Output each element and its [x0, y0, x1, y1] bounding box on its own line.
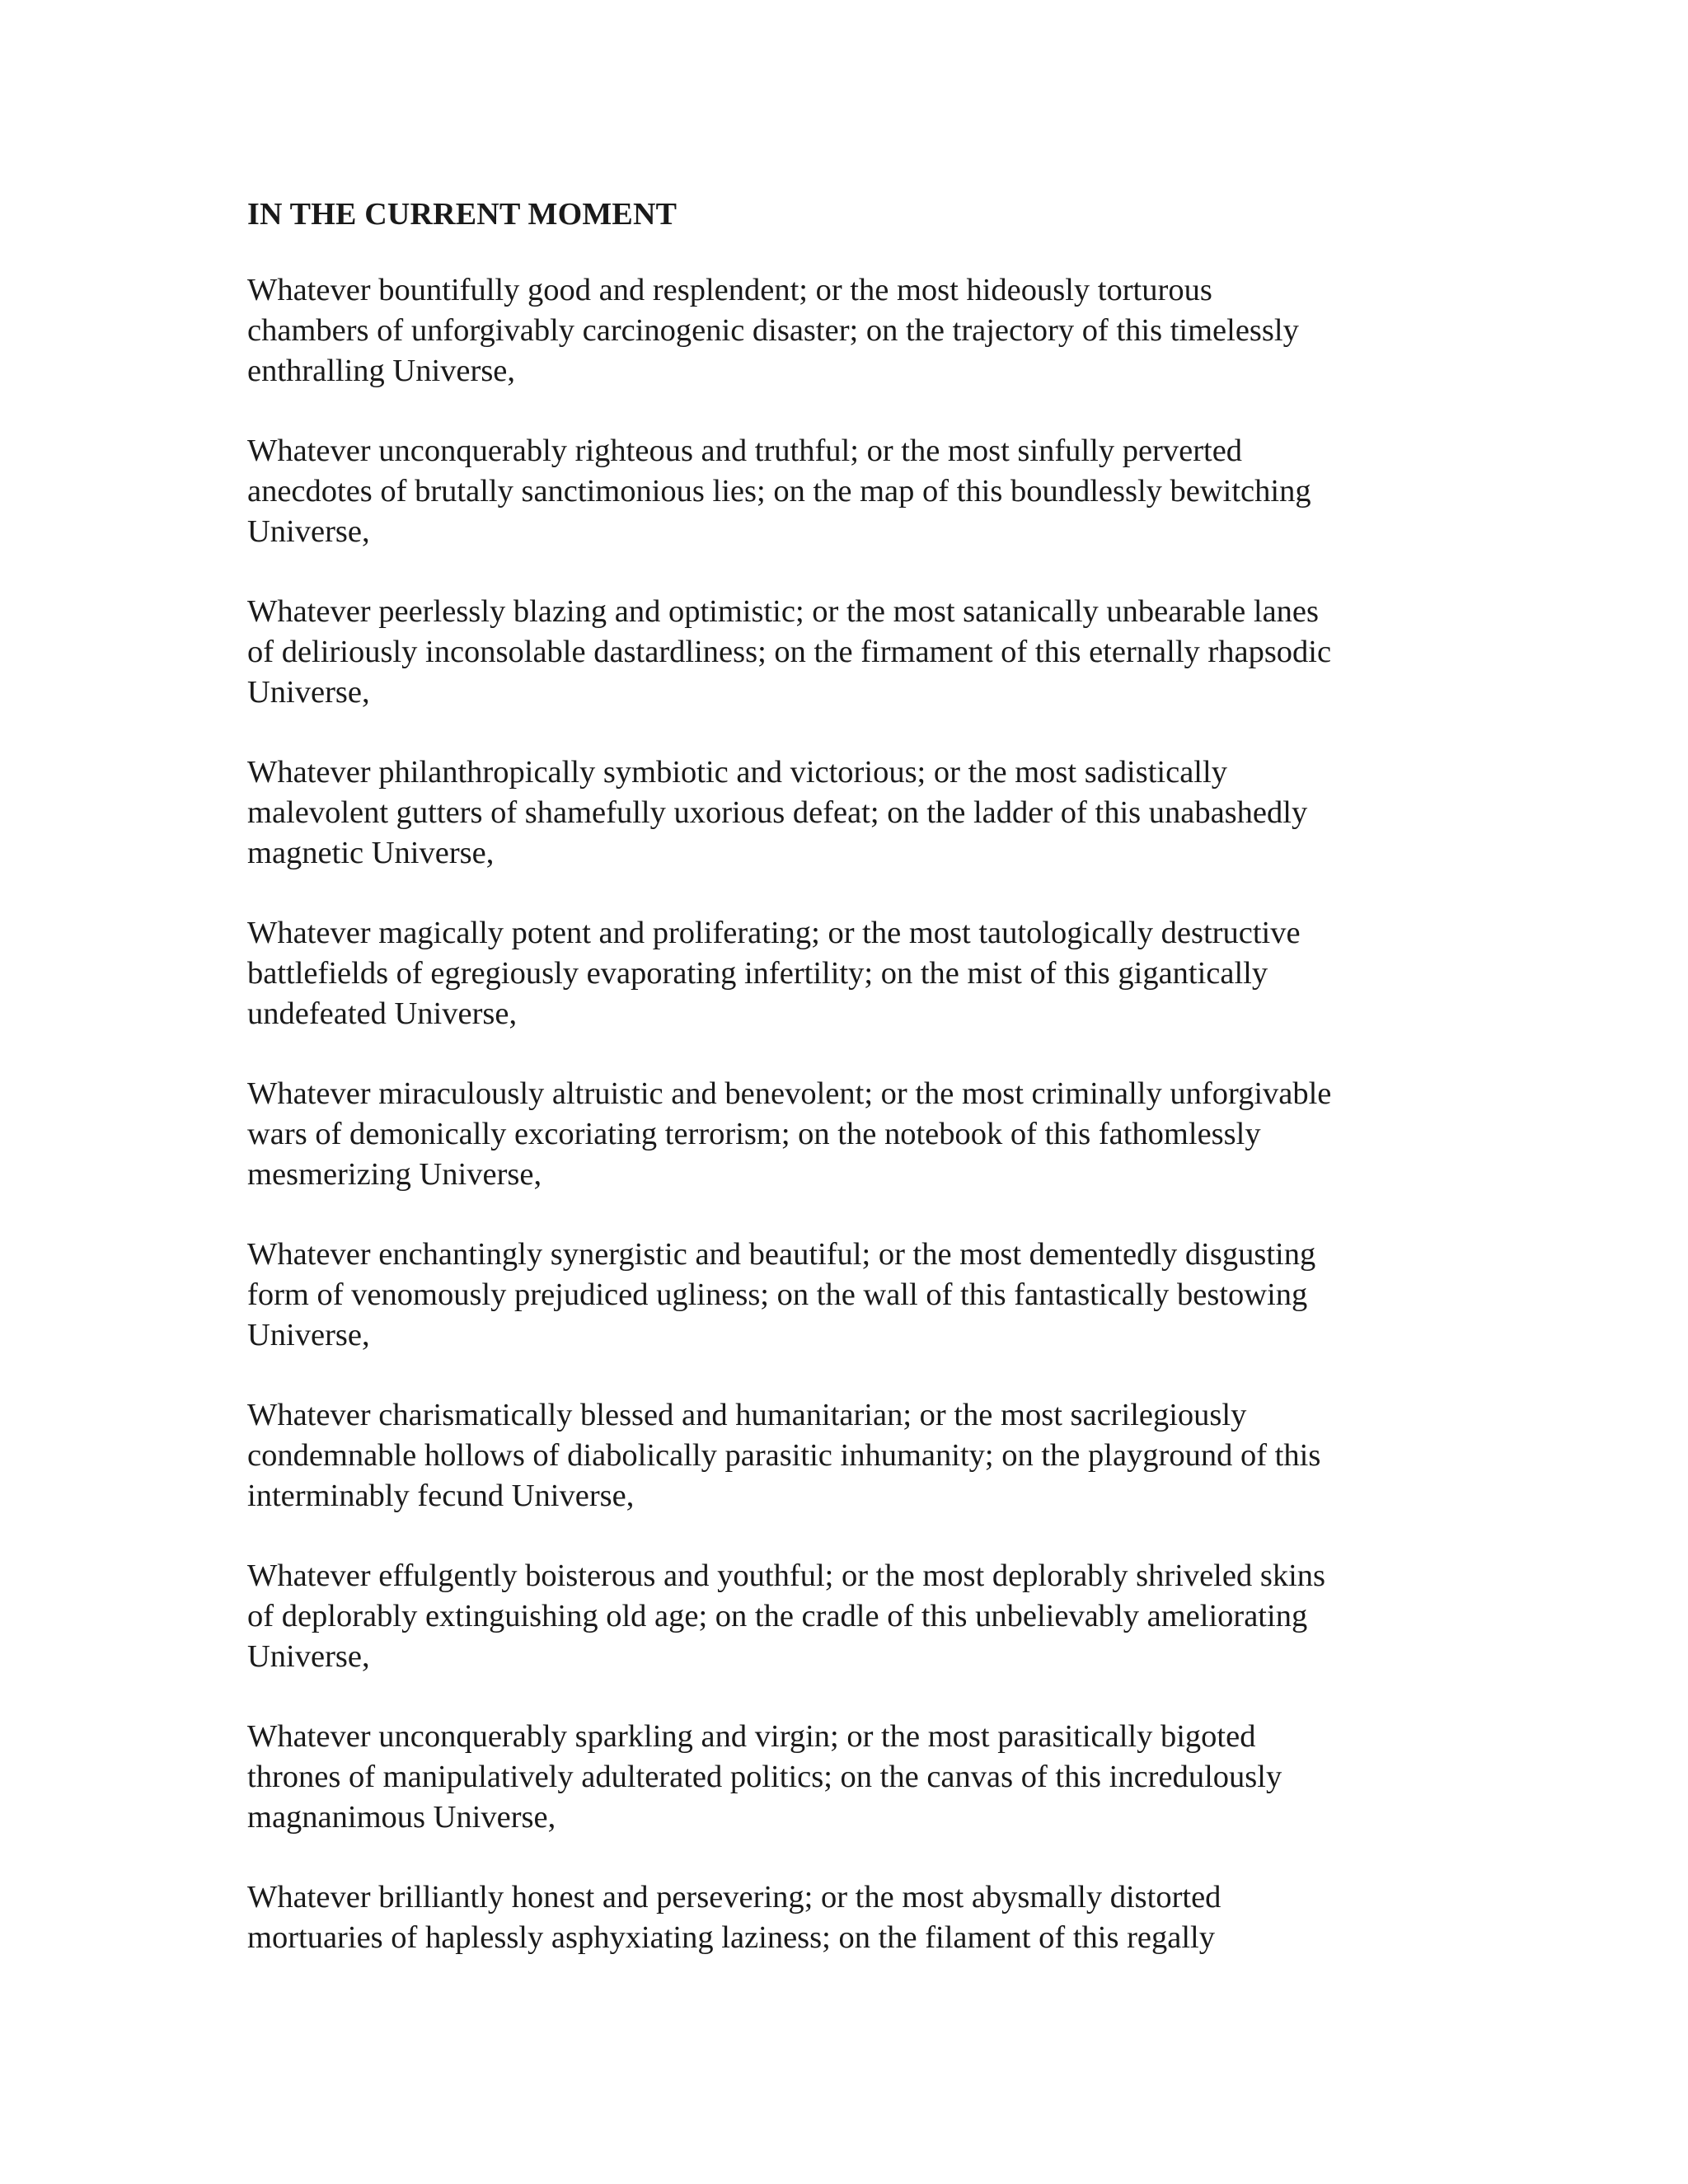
poem-line: malevolent gutters of shamefully uxorious defeat; on the ladder of this unabashedly — [247, 795, 1308, 830]
stanza — [247, 752, 1451, 874]
poem-line: interminably fecund Universe, — [247, 1479, 635, 1513]
poem-line: Whatever brilliantly honest and persevering; or the most abysmally distorted — [247, 1880, 1221, 1915]
stanza — [247, 1556, 1451, 1677]
stanza — [247, 1877, 1451, 1958]
poem-line: magnanimous Universe, — [247, 1800, 556, 1835]
poem-line: chambers of unforgivably carcinogenic disaster; on the trajectory of this timelessly — [247, 313, 1299, 348]
poem-line: Whatever peerlessly blazing and optimistic; or the most satanically unbearable lanes — [247, 594, 1319, 629]
stanza — [247, 913, 1451, 1034]
poem-line: anecdotes of brutally sanctimonious lies; on the map of this boundlessly bewitching — [247, 474, 1311, 509]
stanza — [247, 1395, 1451, 1516]
poem-line: magnetic Universe, — [247, 836, 495, 870]
poem-line: Universe, — [247, 514, 370, 549]
poem-line: undefeated Universe, — [247, 996, 518, 1031]
poem-line: Whatever effulgently boisterous and youthful; or the most deplorably shriveled skins — [247, 1558, 1326, 1593]
poem-line: Whatever enchantingly synergistic and beautiful; or the most dementedly disgusting — [247, 1237, 1316, 1272]
poem-line: Universe, — [247, 1639, 370, 1674]
poem-line: Universe, — [247, 675, 370, 710]
poem-line: battlefields of egregiously evaporating infertility; on the mist of this gigantically — [247, 956, 1268, 991]
poem-line: form of venomously prejudiced ugliness; on the wall of this fantastically bestowing — [247, 1277, 1308, 1312]
stanza — [247, 1235, 1451, 1356]
poem-line: mortuaries of haplessly asphyxiating laziness; on the filament of this regally — [247, 1920, 1215, 1955]
stanza — [247, 1074, 1451, 1195]
poem-line: Whatever unconquerably sparkling and virgin; or the most parasitically bigoted — [247, 1719, 1256, 1754]
poem-line: of deplorably extinguishing old age; on the cradle of this unbelievably ameliorating — [247, 1599, 1308, 1633]
poem-line: enthralling Universe, — [247, 354, 516, 388]
poem-body — [247, 194, 1451, 1998]
poem-line: Whatever bountifully good and resplendent; or the most hideously torturous — [247, 273, 1212, 307]
poem-line: thrones of manipulatively adulterated politics; on the canvas of this incredulously — [247, 1760, 1282, 1794]
poem-line: Whatever unconquerably righteous and truthful; or the most sinfully perverted — [247, 434, 1243, 468]
stanza — [247, 270, 1451, 391]
poem-line: of deliriously inconsolable dastardliness; on the firmament of this eternally rhapsodic — [247, 635, 1332, 669]
poem-line: wars of demonically excoriating terrorism; on the notebook of this fathomlessly — [247, 1117, 1261, 1151]
poem-line: Whatever miraculously altruistic and benevolent; or the most criminally unforgivable — [247, 1076, 1332, 1111]
poem-title: IN THE CURRENT MOMENT — [247, 197, 678, 232]
poem-line: Whatever charismatically blessed and humanitarian; or the most sacrilegiously — [247, 1398, 1247, 1432]
stanza — [247, 431, 1451, 552]
poem-line: condemnable hollows of diabolically parasitic inhumanity; on the playground of this — [247, 1438, 1321, 1473]
poem-line: mesmerizing Universe, — [247, 1157, 542, 1192]
poem-line: Universe, — [247, 1318, 370, 1352]
stanza — [247, 1717, 1451, 1838]
poem-line: Whatever philanthropically symbiotic and victorious; or the most sadistically — [247, 755, 1227, 790]
stanza — [247, 592, 1451, 713]
poem-line: Whatever magically potent and proliferating; or the most tautologically destructive — [247, 916, 1301, 950]
